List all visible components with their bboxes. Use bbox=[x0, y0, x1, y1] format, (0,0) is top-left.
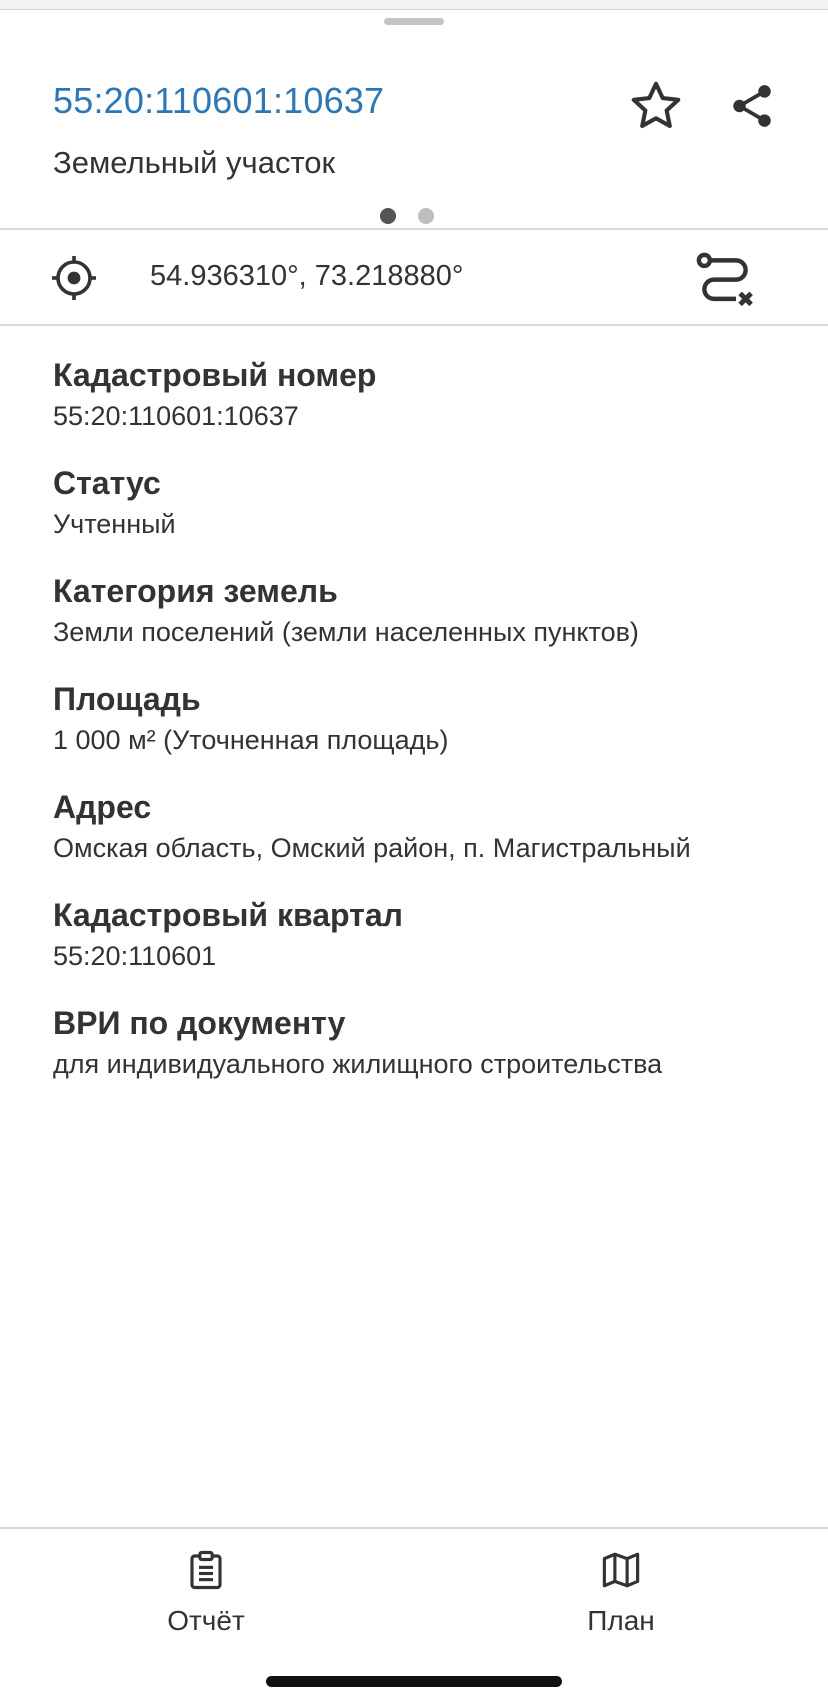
field-land-category bbox=[53, 571, 793, 679]
field-label: ВРИ по документу bbox=[53, 1005, 346, 1041]
route-button[interactable] bbox=[692, 248, 758, 314]
crosshair-icon bbox=[50, 254, 98, 302]
favorite-button[interactable] bbox=[620, 70, 692, 142]
field-address bbox=[53, 787, 793, 895]
tab-report[interactable] bbox=[106, 1549, 306, 1637]
page-dot-active[interactable] bbox=[380, 208, 396, 224]
field-value: Земли поселений (земли населенных пунктов) bbox=[53, 617, 639, 647]
field-cadastral-number bbox=[53, 355, 793, 463]
info-list bbox=[53, 355, 793, 1111]
share-button[interactable] bbox=[716, 70, 788, 142]
home-indicator[interactable] bbox=[266, 1676, 562, 1687]
coordinates-text: 54.936310°, 73.218880° bbox=[150, 260, 464, 292]
field-value: 1 000 м² (Уточненная площадь) bbox=[53, 725, 449, 755]
map-icon bbox=[600, 1549, 642, 1591]
route-clear-icon bbox=[692, 248, 758, 314]
field-label: Кадастровый квартал bbox=[53, 897, 403, 933]
tab-plan-label: План bbox=[587, 1605, 655, 1636]
star-outline-icon bbox=[627, 77, 685, 135]
top-strip bbox=[0, 0, 828, 10]
tab-report-label: Отчёт bbox=[167, 1605, 245, 1636]
share-icon bbox=[727, 81, 777, 131]
divider bbox=[0, 324, 828, 326]
field-status bbox=[53, 463, 793, 571]
field-label: Площадь bbox=[53, 681, 201, 717]
locate-button[interactable] bbox=[50, 254, 98, 302]
field-label: Адрес bbox=[53, 789, 152, 825]
coordinates-row bbox=[0, 230, 828, 325]
tab-plan[interactable] bbox=[521, 1549, 721, 1637]
clipboard-icon bbox=[185, 1549, 227, 1591]
field-value: 55:20:110601:10637 bbox=[53, 401, 299, 431]
page-subtitle: Земельный участок bbox=[53, 145, 336, 180]
header bbox=[0, 10, 828, 228]
field-label: Категория земель bbox=[53, 573, 338, 609]
page-indicator[interactable] bbox=[380, 208, 434, 224]
field-label: Статус bbox=[53, 465, 161, 501]
field-value: Учтенный bbox=[53, 509, 176, 539]
page-dot[interactable] bbox=[418, 208, 434, 224]
field-value: для индивидуального жилищного строительства bbox=[53, 1049, 663, 1079]
page-title: 55:20:110601:10637 bbox=[53, 80, 385, 121]
field-area bbox=[53, 679, 793, 787]
field-value: Омская область, Омский район, п. Магистральный bbox=[53, 833, 691, 863]
field-permitted-use bbox=[53, 1003, 793, 1111]
field-label: Кадастровый номер bbox=[53, 357, 377, 393]
field-value: 55:20:110601 bbox=[53, 941, 217, 971]
field-cadastral-quarter bbox=[53, 895, 793, 1003]
